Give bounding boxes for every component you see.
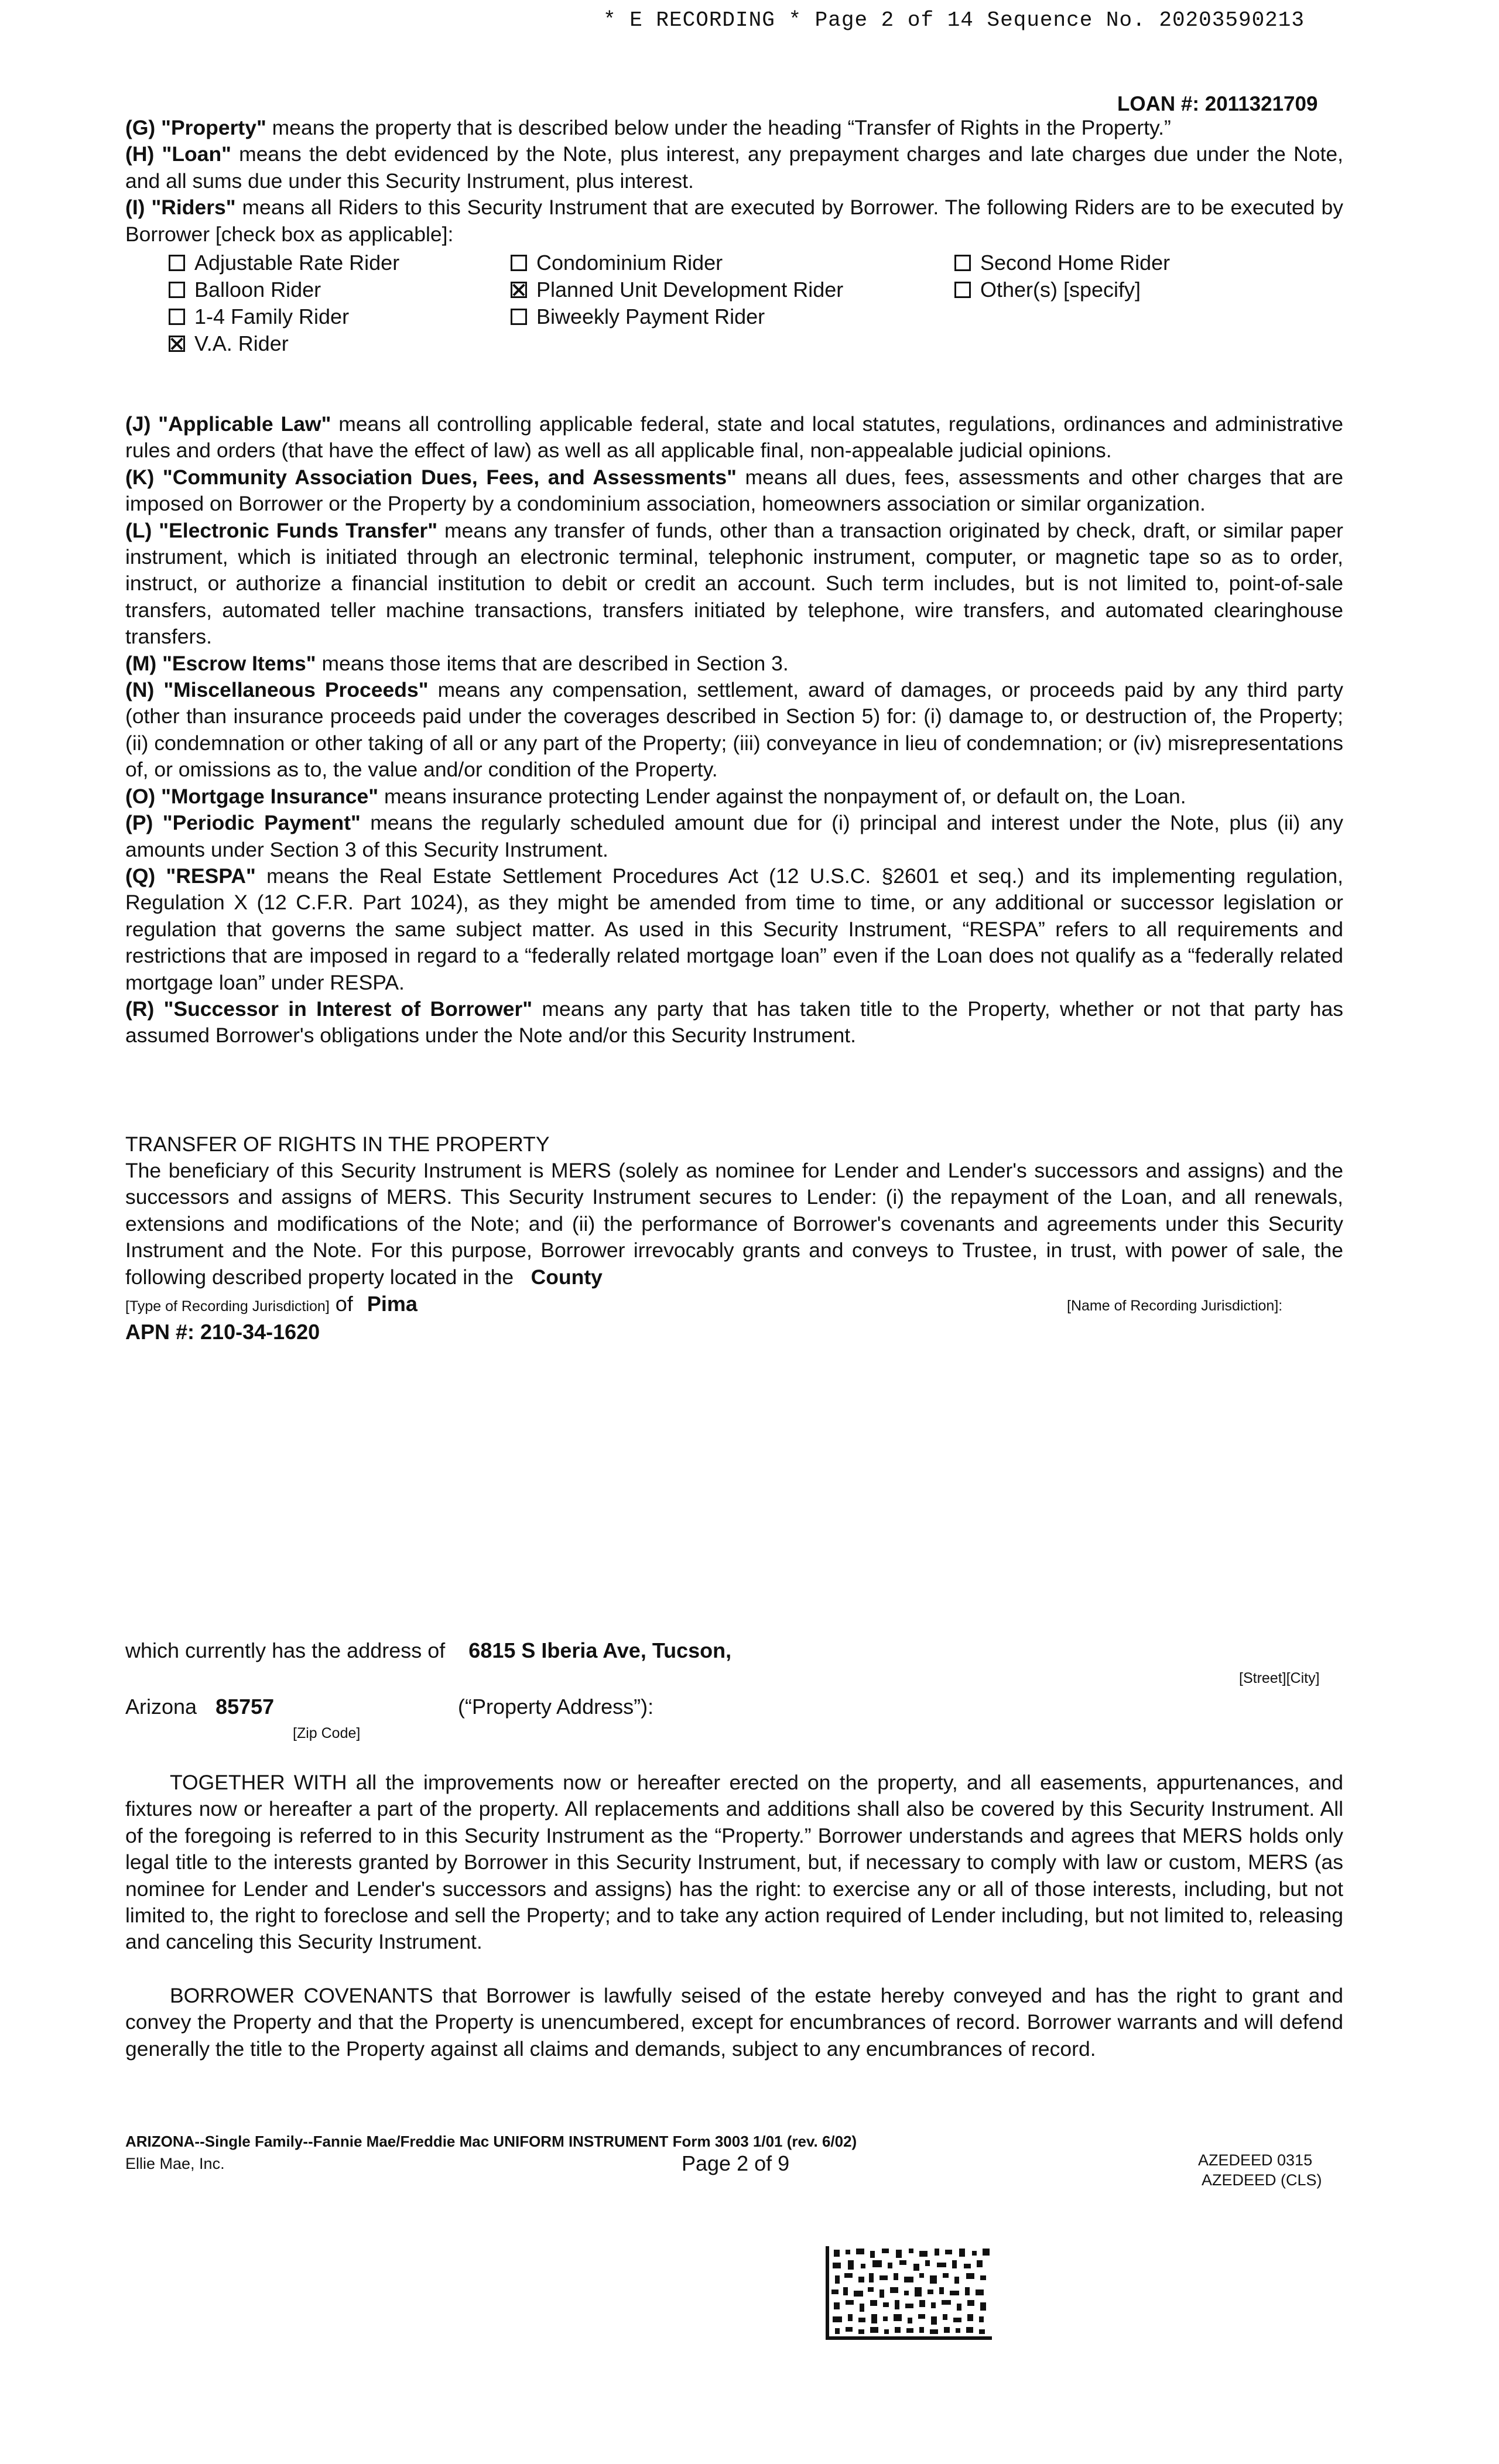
footer-form-line: ARIZONA--Single Family--Fannie Mae/Freddie Mac UNIFORM INSTRUMENT Form 3003 1/01 (rev. 6/02) [125, 2133, 857, 2150]
borrower-covenants-paragraph: BORROWER COVENANTS that Borrower is lawfully seised of the estate hereby conveyed and has the right to grant and convey the Property and that the Property is unencumbered, except for encumbrances of record. Borrower warrants and will defend generally the title to the Property against all claims and demands, subject to any encumbrances of record. [125, 1984, 1343, 2061]
transfer-body [125, 1158, 1343, 1291]
definition-o-key: (O) [125, 784, 156, 808]
definition-p-text: means the regularly scheduled amount due for (i) principal and interest under the Note, plus (ii) any amounts under Section 3 of this Security Instrument. [125, 811, 1343, 861]
definition-h-term: "Loan" [162, 142, 231, 166]
definition-n-text: means any compensation, settlement, award of damages, or proceeds paid by any third party (other than insurance proceeds paid under the coverages described in Section 5) for: (i) damage to, or destruction of, the Property; (ii) condemnation or other taking of all or any part of the Property; (iii) conveyance in lieu of condemnation; or (iv) misrepresentations of, or omissions as to, the value and/or condition of the Property. [125, 678, 1343, 782]
definition-o-term: "Mortgage Insurance" [161, 784, 379, 808]
checkbox-checked-icon[interactable] [169, 336, 185, 352]
rider-label: V.A. Rider [194, 331, 289, 355]
jurisdiction-name-label: [Name of Recording Jurisdiction]: [1067, 1298, 1283, 1314]
definition-n-term: "Miscellaneous Proceeds" [163, 678, 429, 702]
rider-condominium[interactable] [511, 251, 723, 275]
definition-j-text: means all controlling applicable federal, state and local statutes, regulations, ordinances and administrative rules and orders (that have the effect of law) as well as all applicable final, non-appealable judicial opinions. [125, 412, 1343, 463]
definition-j-key: (J) [125, 412, 151, 436]
definition-g-term: "Property" [161, 116, 266, 139]
definition-k-key: (K) [125, 465, 155, 489]
definition-g-key: (G) [125, 116, 156, 139]
rider-label: Other(s) [specify] [980, 278, 1141, 302]
footer-code-2: AZEDEED (CLS) [1202, 2171, 1322, 2189]
state-value: Arizona [125, 1695, 197, 1719]
jurisdiction-name-value: Pima [367, 1292, 417, 1316]
rider-adjustable-rate[interactable] [169, 251, 399, 275]
rider-other[interactable] [954, 278, 1141, 302]
state-line [125, 1695, 274, 1719]
rider-second-home[interactable] [954, 251, 1170, 275]
definition-r-term: "Successor in Interest of Borrower" [163, 997, 533, 1021]
address-line [125, 1638, 731, 1663]
definition-i-key: (I) [125, 196, 145, 220]
street-city-value: 6815 S Iberia Ave, Tucson, [468, 1638, 732, 1662]
jurisdiction-type-label: [Type of Recording Jurisdiction] [125, 1298, 330, 1315]
definition-g-text: means the property that is described below under the heading “Transfer of Rights in the Property.” [266, 116, 1171, 139]
definition-j-term: "Applicable Law" [158, 412, 331, 436]
checkbox-unchecked-icon[interactable] [169, 282, 185, 298]
rider-label: Biweekly Payment Rider [536, 304, 765, 328]
definition-n-key: (N) [125, 678, 155, 702]
loan-number: LOAN #: 2011321709 [1117, 93, 1318, 115]
definition-m-term: "Escrow Items" [162, 651, 316, 675]
definition-h-text: means the debt evidenced by the Note, plus interest, any prepayment charges and late charges due under the Note, and all sums due under this Security Instrument, plus interest. [125, 142, 1343, 193]
checkbox-unchecked-icon[interactable] [954, 282, 971, 298]
address-lead: which currently has the address of [125, 1638, 446, 1662]
rider-label: Condominium Rider [536, 251, 723, 275]
definition-l-key: (L) [125, 518, 152, 542]
footer-page-number: Page 2 of 9 [682, 2151, 790, 2175]
apn-number: APN #: 210-34-1620 [125, 1320, 320, 1344]
jurisdiction-type-value: County [531, 1265, 603, 1289]
recording-header: * E RECORDING * Page 2 of 14 Sequence No. 20203590213 [603, 8, 1305, 32]
definition-k-text: means all dues, fees, assessments and other charges that are imposed on Borrower or the Property by a condominium association, homeowners association or similar organization. [125, 465, 1343, 516]
transfer-heading: TRANSFER OF RIGHTS IN THE PROPERTY [125, 1132, 550, 1156]
zip-value: 85757 [215, 1695, 275, 1719]
definition-i-text: means all Riders to this Security Instrument that are executed by Borrower. The following Riders are to be executed by Borrower [check box as applicable]: [125, 196, 1343, 246]
footer-vendor: Ellie Mae, Inc. [125, 2155, 225, 2172]
together-with-paragraph: TOGETHER WITH all the improvements now or hereafter erected on the property, and all easements, appurtenances, and fixtures now or hereafter a part of the property. All replacements and additions shall also be covered by this Security Instrument. All of the foregoing is referred to in this Security Instrument as the “Property.” Borrower understands and agrees that MERS holds only legal title to the interests granted by Borrower in this Security Instrument, but, if necessary to comply with law or custom, MERS (as nominee for Lender and Lender's successors and assigns) has the right: to exercise any or all of those interests, including, but not limited to, the right to foreclose and sell the Property; and to take any action required of Lender including, but not limited to, releasing and canceling this Security Instrument. [125, 1771, 1343, 1954]
property-address-label: (“Property Address”): [458, 1695, 654, 1719]
definition-k-term: "Community Association Dues, Fees, and Assessments" [162, 465, 737, 489]
checkbox-unchecked-icon[interactable] [954, 255, 971, 271]
footer-code-1: AZEDEED 0315 [1198, 2151, 1313, 2169]
definition-i-term: "Riders" [151, 196, 236, 220]
definition-o-text: means insurance protecting Lender against the nonpayment of, or default on, the Loan. [378, 784, 1186, 808]
rider-label: Planned Unit Development Rider [536, 278, 844, 302]
rider-label: Balloon Rider [194, 278, 321, 302]
checkbox-unchecked-icon[interactable] [169, 255, 185, 271]
checkbox-unchecked-icon[interactable] [511, 255, 527, 271]
definition-p-term: "Periodic Payment" [162, 811, 361, 835]
definition-q-term: "RESPA" [166, 864, 256, 888]
definition-m-key: (M) [125, 651, 157, 675]
definition-p-key: (P) [125, 811, 153, 835]
definition-h-key: (H) [125, 142, 155, 166]
street-city-label: [Street][City] [1239, 1670, 1320, 1686]
rider-1-4-family[interactable] [169, 304, 349, 329]
rider-balloon[interactable] [169, 278, 321, 302]
rider-label: 1-4 Family Rider [194, 304, 350, 328]
definition-r-text: means any party that has taken title to the Property, whether or not that party has assumed Borrower's obligations under the Note and/or this Security Instrument. [125, 997, 1343, 1048]
rider-va[interactable] [169, 331, 289, 356]
checkbox-checked-icon[interactable] [511, 282, 527, 298]
rider-label: Second Home Rider [980, 251, 1171, 275]
definitions-block-2 [125, 411, 1343, 1049]
definitions-block-1 [125, 115, 1343, 248]
zip-label: [Zip Code] [293, 1725, 361, 1741]
definition-m-text: means those items that are described in Section 3. [316, 651, 789, 675]
rider-biweekly-payment[interactable] [511, 304, 765, 329]
checkbox-unchecked-icon[interactable] [511, 309, 527, 325]
definition-q-key: (Q) [125, 864, 156, 888]
jurisdiction-line [125, 1292, 417, 1316]
definition-l-term: "Electronic Funds Transfer" [159, 518, 438, 542]
of-word: of [335, 1292, 353, 1316]
definition-q-text: means the Real Estate Settlement Procedures Act (12 U.S.C. §2601 et seq.) and its implementing regulation, Regulation X (12 C.F.R. Part 1024), as they might be amended from time to time, or any additional or successor legislation or regulation that governs the same subject matter. As used in this Security Instrument, “RESPA” refers to all requirements and restrictions that are imposed in regard to a “federally related mortgage loan” even if the Loan does not qualify as a “federally related mortgage loan” under RESPA. [125, 864, 1343, 994]
definition-r-key: (R) [125, 997, 155, 1021]
transfer-body-text: The beneficiary of this Security Instrument is MERS (solely as nominee for Lender and Lender's successors and assigns) and the successors and assigns of MERS. This Security Instrument secures to Lender: (i) the repayment of the Loan, and all renewals, extensions and modifications of the Note; and (ii) the performance of Borrower's covenants and agreements under this Security Instrument and the Note. For this purpose, Borrower irrevocably grants and conveys to Trustee, in trust, with power of sale, the following described property located in the [125, 1159, 1343, 1289]
rider-label: Adjustable Rate Rider [194, 251, 400, 275]
definition-l-text: means any transfer of funds, other than a transaction originated by check, draft, or similar paper instrument, which is initiated through an electronic terminal, telephonic instrument, computer, or magnetic tape so as to order, instruct, or authorize a financial institution to debit or credit an account. Such term includes, but is not limited to, point-of-sale transfers, automated teller machine transactions, transfers initiated by telephone, wire transfers, and automated clearinghouse transfers. [125, 518, 1343, 649]
checkbox-unchecked-icon[interactable] [169, 309, 185, 325]
rider-planned-unit-development[interactable] [511, 278, 843, 302]
datamatrix-barcode-icon [826, 2246, 992, 2340]
